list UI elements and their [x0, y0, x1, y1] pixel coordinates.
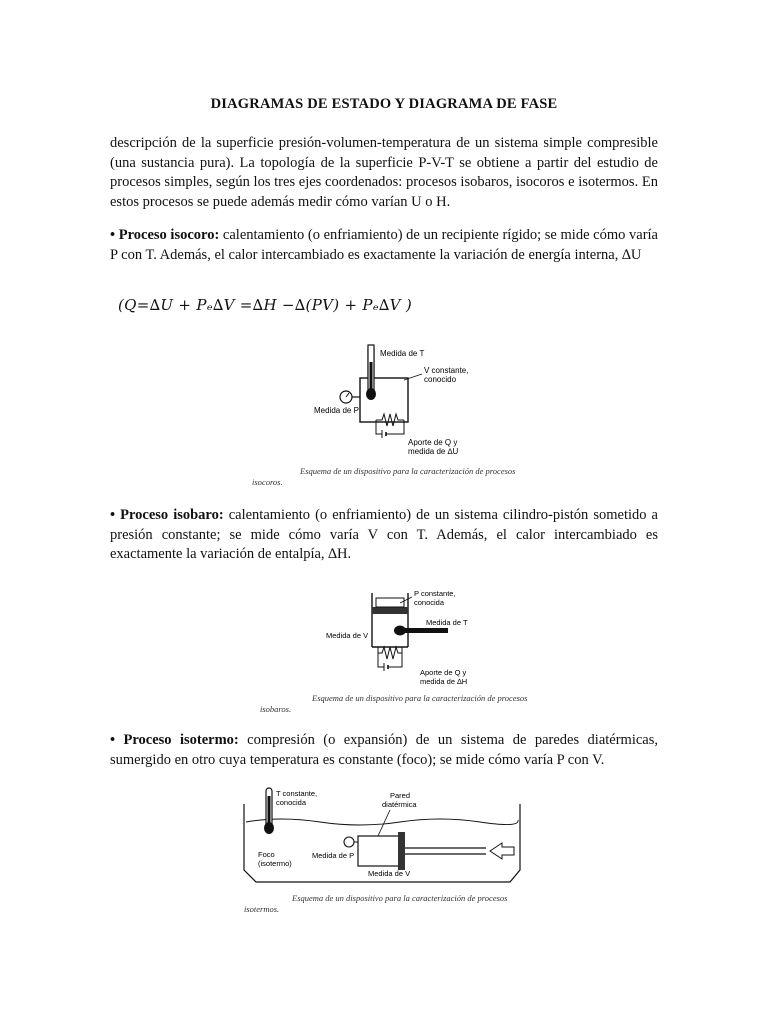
isotermo-label: • Proceso isotermo: — [110, 732, 239, 748]
page-title: DIAGRAMAS DE ESTADO Y DIAGRAMA DE FASE — [210, 96, 558, 112]
fig1-conocido: conocido — [424, 375, 457, 384]
isotermo-text: compresión (o expansión) de un sistema de paredes diatérmicas, sumergido en otro cuya temperatura es constante (foco); se mide cómo varía P con V. — [110, 732, 658, 768]
intro-paragraph: descripción de la superficie presión-volumen-temperatura de un sistema simple compresible (una sustancia pura). La topología de la superficie P-V-T se obtiene a partir del estudio de procesos simples, según los tres ejes coordenados: procesos isobaros, isocoros e isotermos. En estos procesos se puede además medir cómo varían U o H. — [110, 135, 658, 210]
fig3-isotermo: (isotermo) — [258, 859, 292, 868]
fig3-conocida: conocida — [276, 798, 307, 807]
fig3-pared: Pared — [390, 791, 411, 800]
isocoro-label: • Proceso isocoro: — [110, 227, 220, 243]
fig1-medida-du: medida de ∆U — [408, 447, 459, 456]
fig2-conocida: conocida — [414, 598, 445, 607]
fig3-diatermica: diatérmica — [382, 800, 417, 809]
fig1-v-constante: V constante, — [424, 366, 469, 375]
isobaro-paragraph — [110, 506, 658, 565]
fig1-caption-line1: Esquema de un dispositivo para la caracterización de procesos — [300, 466, 516, 476]
fig3-foco: Foco — [258, 850, 275, 859]
isotermo-figure — [240, 782, 540, 890]
isobaro-text: calentamiento (o enfriamiento) de un sistema cilindro-pistón sometido a presión constante; se mide cómo varía V con T. Además, el calor intercambiado es exactamente la variación de entalpía, ∆H. — [110, 507, 658, 562]
fig2-caption-line2: isobaros. — [260, 704, 292, 714]
fig3-medida-p: Medida de P — [312, 851, 355, 860]
arrow-left-icon — [490, 843, 514, 859]
fig2-aporte: Aporte de Q y — [420, 668, 467, 677]
isotermo-paragraph — [110, 731, 658, 770]
fig2-medida-dh: medida de ∆H — [420, 677, 468, 686]
thermometer-icon — [400, 628, 448, 633]
isobaro-figure — [320, 585, 500, 695]
pressure-gauge-icon — [344, 837, 354, 847]
fig1-aporte: Aporte de Q y — [408, 438, 458, 447]
piston — [372, 607, 408, 614]
isocoro-paragraph — [110, 226, 658, 265]
fig3-medida-v: Medida de V — [368, 869, 411, 878]
isocoro-figure — [300, 340, 530, 465]
fig2-caption-line1: Esquema de un dispositivo para la caracterización de procesos — [312, 693, 528, 703]
fig1-caption-line2: isocoros. — [252, 477, 283, 487]
resistor-icon — [378, 647, 402, 659]
formula: (Q=∆U + Pₑ∆V =∆H −∆(PV) + Pₑ∆V ) — [118, 296, 413, 314]
piston — [398, 832, 405, 870]
cylinder — [358, 836, 402, 866]
fig1-medida-t: Medida de T — [380, 349, 425, 358]
fig2-p-constante: P constante, — [414, 589, 456, 598]
isocoro-text: calentamiento (o enfriamiento) de un recipiente rígido; se mide cómo varía P con T. Además, el calor intercambiado es exactamente la variación de energía interna, ∆U — [110, 227, 658, 263]
isobaro-label: • Proceso isobaro: — [110, 507, 224, 523]
fig2-medida-t: Medida de T — [426, 618, 468, 627]
fig3-caption-line2: isotermos. — [244, 904, 280, 914]
fig2-medida-v: Medida de V — [326, 631, 369, 640]
fig1-medida-p: Medida de P — [314, 406, 359, 415]
fig3-t-constante: T constante, — [276, 789, 318, 798]
fig3-caption-line1: Esquema de un dispositivo para la caracterización de procesos — [292, 893, 508, 903]
